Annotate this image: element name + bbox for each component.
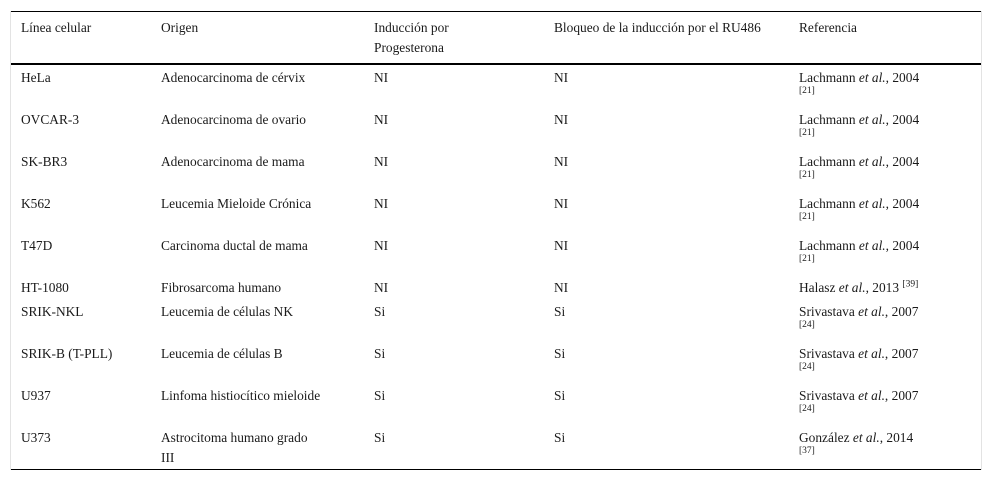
reference-citation — [799, 112, 919, 127]
induction: Si — [374, 304, 386, 319]
origin: Leucemia Mieloide Crónica — [161, 196, 312, 211]
reference — [789, 383, 981, 425]
origin: Fibrosarcoma humano — [161, 280, 282, 295]
reference-year: , 2004 — [885, 196, 920, 211]
table-row — [11, 275, 981, 299]
reference-citation — [799, 388, 918, 403]
reference — [789, 341, 981, 383]
cell-line: SRIK-B (T-PLL) — [21, 346, 113, 361]
reference-et-al: et al. — [858, 304, 885, 319]
blocking: NI — [554, 70, 569, 85]
induction: Si — [374, 430, 386, 445]
origin: Linfoma histiocítico mieloide — [161, 388, 321, 403]
reference-year: , 2007 — [884, 388, 919, 403]
induction: NI — [374, 112, 389, 127]
reference-citation — [799, 70, 919, 85]
induction: NI — [374, 196, 389, 211]
reference-et-al: et al. — [858, 196, 886, 211]
reference-citation — [799, 430, 913, 445]
header-blocking: Bloqueo de la inducción por el RU486 — [554, 20, 761, 35]
reference-citation — [799, 304, 918, 319]
origin: Leucemia de células B — [161, 346, 283, 361]
blocking: NI — [554, 238, 569, 253]
reference-et-al: et al. — [858, 388, 885, 403]
cell-line: HeLa — [21, 70, 51, 85]
table-row — [11, 64, 981, 107]
cell-line: OVCAR-3 — [21, 112, 80, 127]
reference-author: González — [799, 430, 850, 445]
reference-et-al: et al. — [858, 238, 886, 253]
header-origin: Origen — [161, 20, 199, 35]
reference-citation — [799, 280, 918, 295]
reference-number: [37] — [799, 446, 815, 456]
origin: Astrocitoma humano grado III — [161, 430, 308, 465]
reference-year: , 2007 — [884, 346, 919, 361]
induction: NI — [374, 280, 389, 295]
reference-citation — [799, 346, 918, 361]
table-row — [11, 149, 981, 191]
cell-line: SK-BR3 — [21, 154, 68, 169]
reference-citation — [799, 238, 919, 253]
reference-number: [24] — [799, 362, 815, 372]
reference-number: [24] — [799, 320, 815, 330]
reference-year: , 2014 — [879, 430, 914, 445]
cell-lines-table — [11, 11, 981, 470]
reference-author: Lachmann — [799, 196, 856, 211]
induction: NI — [374, 154, 389, 169]
reference-author: Srivastava — [799, 388, 855, 403]
reference-year: , 2004 — [885, 238, 920, 253]
reference-number: [24] — [799, 404, 815, 414]
table-row — [11, 107, 981, 149]
reference — [789, 149, 981, 191]
header-reference: Referencia — [799, 20, 857, 35]
reference-et-al: et al. — [858, 70, 886, 85]
blocking: Si — [554, 304, 566, 319]
reference-et-al: et al. — [838, 280, 866, 295]
blocking: NI — [554, 280, 569, 295]
origin: Adenocarcinoma de mama — [161, 154, 305, 169]
reference-number: [21] — [799, 212, 815, 222]
reference-year: , 2004 — [885, 70, 920, 85]
reference-number: [21] — [799, 170, 815, 180]
blocking: NI — [554, 154, 569, 169]
reference-year: , 2013 — [865, 280, 900, 295]
blocking: Si — [554, 346, 566, 361]
reference-number: [21] — [799, 254, 815, 264]
blocking: Si — [554, 430, 566, 445]
reference-et-al: et al. — [858, 154, 886, 169]
header-cell-line: Línea celular — [21, 20, 92, 35]
cell-line: U937 — [21, 388, 51, 403]
reference-year: , 2004 — [885, 154, 920, 169]
reference — [789, 425, 981, 470]
cell-line: T47D — [21, 238, 53, 253]
reference-number: [21] — [799, 128, 815, 138]
cell-line: U373 — [21, 430, 51, 445]
reference — [789, 275, 981, 299]
reference — [789, 233, 981, 275]
origin: Adenocarcinoma de cérvix — [161, 70, 306, 85]
table-row — [11, 299, 981, 341]
table-body — [11, 64, 981, 470]
data-table-container — [10, 11, 982, 470]
reference-number: [21] — [799, 86, 815, 96]
reference-year: , 2004 — [885, 112, 920, 127]
induction: NI — [374, 70, 389, 85]
reference-author: Lachmann — [799, 238, 856, 253]
table-row — [11, 233, 981, 275]
table-row — [11, 191, 981, 233]
table-header — [11, 12, 981, 65]
reference-year: , 2007 — [884, 304, 919, 319]
header-induction: Inducción por Progesterona — [374, 20, 449, 55]
origin: Adenocarcinoma de ovario — [161, 112, 307, 127]
induction: Si — [374, 346, 386, 361]
table-row — [11, 425, 981, 470]
reference — [789, 64, 981, 107]
blocking: NI — [554, 196, 569, 211]
reference — [789, 107, 981, 149]
reference-citation — [799, 196, 919, 211]
reference-et-al: et al. — [858, 112, 886, 127]
reference — [789, 299, 981, 341]
reference-author: Halasz — [799, 280, 836, 295]
induction: Si — [374, 388, 386, 403]
reference-author: Lachmann — [799, 70, 856, 85]
cell-line: K562 — [21, 196, 51, 211]
cell-line: HT-1080 — [21, 280, 69, 295]
table-row — [11, 383, 981, 425]
origin: Leucemia de células NK — [161, 304, 293, 319]
reference-citation — [799, 154, 919, 169]
reference — [789, 191, 981, 233]
reference-number: [39] — [902, 279, 919, 290]
reference-et-al: et al. — [858, 346, 885, 361]
induction: NI — [374, 238, 389, 253]
table-row — [11, 341, 981, 383]
blocking: NI — [554, 112, 569, 127]
reference-author: Lachmann — [799, 112, 856, 127]
header-row — [11, 12, 981, 65]
blocking: Si — [554, 388, 566, 403]
reference-author: Srivastava — [799, 346, 855, 361]
origin: Carcinoma ductal de mama — [161, 238, 308, 253]
reference-author: Lachmann — [799, 154, 856, 169]
cell-line: SRIK-NKL — [21, 304, 84, 319]
reference-et-al: et al. — [852, 430, 880, 445]
reference-author: Srivastava — [799, 304, 855, 319]
